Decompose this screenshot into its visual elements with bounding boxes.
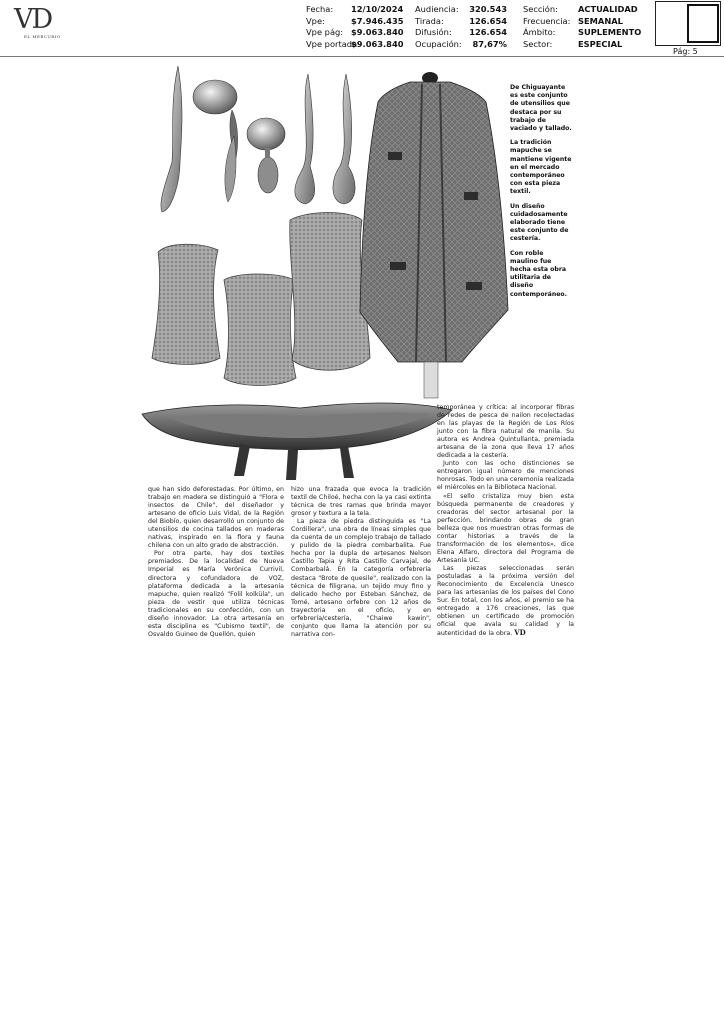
article-paragraph: Junto con las ocho distinciones se entregaron igual número de menciones honrosas. Todo en una ceremonia realizada el miércoles en la Biblioteca Nacional. [437,460,574,492]
end-mark: VD [514,628,526,638]
meta-value: 12/10/2024 [351,4,404,14]
meta-value: 126.654 [469,15,507,26]
meta-row [415,16,507,28]
article-column-1 [148,486,284,639]
meta-column-3 [523,4,648,50]
meta-value: 320.543 [469,4,507,14]
meta-label: Ámbito: [523,27,556,38]
roble-bowl-photo [140,400,455,482]
meta-row [306,16,403,28]
meta-value: SUPLEMENTO [578,27,642,38]
meta-label: Ocupación: [415,38,462,49]
page-number: Pág: 5 [673,47,698,56]
article-paragraph [437,565,574,638]
meta-row [523,27,648,39]
meta-label: Sector: [523,38,553,49]
meta-column-1 [306,4,403,50]
meta-label: Sección: [523,4,558,14]
article-column-2 [291,486,431,639]
mapuche-textile [360,72,508,398]
article-paragraph: hizo una frazada que evoca la tradición textil de Chiloé, hecha con la ya casi extinta técnica de tres ramas que brinda mayor grosor y textura a la tela. [291,486,431,518]
article-paragraph: temporánea y crítica: al incorporar fibras de redes de pesca de nailon recolectadas en las playas de la Región de Los Ríos junto con la fibra natural de manila. Su autora es Andrea Quintullanta, premiada artesana de la zona que lleva 17 años dedicada a la cestería. [437,404,574,460]
meta-row [415,39,507,51]
logo-vd: VD [14,4,52,35]
photo-captions [510,84,573,305]
caption-textile: La tradición mapuche se mantiene vigente en el mercado contemporáneo con esta pieza textil. [510,139,572,196]
meta-row [306,39,403,51]
meta-row [523,39,648,51]
meta-value: ACTUALIDAD [578,4,638,14]
article-final-text: Las piezas seleccionadas serán postuladas a la próxima versión del Reconocimiento de Excelencia Unesco para las artesanías de los países del Cono Sur. En total, con los años, el premio se ha entregado a 176 creaciones, las que obtienen un certificado de promoción oficial que avala su calidad y la autenticidad de la obra. [437,564,574,638]
meta-row [415,27,507,39]
meta-label: Tirada: [415,15,444,26]
meta-value: ESPECIAL [578,38,623,49]
meta-label: Frecuencia: [523,15,571,26]
meta-value: 126.654 [469,27,507,38]
meta-value: $7.946.435 [351,15,404,26]
caption-utensils: De Chiguayante es este conjunto de utensilios que destaca por su trabajo de vaciado y tallado. [510,84,572,133]
caption-roble-bowl: Con roble maulino fue hecha esta obra utilitaria de diseño contemporáneo. [510,249,568,298]
meta-row [306,27,403,39]
meta-label: Vpe: [306,15,325,26]
meta-row [306,4,403,16]
article-column-3 [437,404,574,638]
meta-value: SEMANAL [578,15,623,26]
meta-label: Fecha: [306,4,334,14]
article-paragraph: «El sello cristaliza muy bien esta búsqueda permanente de creadores y creadoras del sector artesanal por la perfección, brindando obras de gran belleza que nos muestran otras formas de contar historias a través de la transformación de los elementos», dice Elena Alfaro, directora del Programa de Artesanía UC. [437,492,574,564]
masthead-logo [14,6,74,39]
article-paragraph: La pieza de piedra distinguida es "La Cordillera", una obra de líneas simples que da cuenta de un complejo trabajo de tallado y pulido de la piedra combarbalita. Fue hecha por la dupla de artesanos Nelson Castillo Tapia y Rita Castillo Carvajal, de Combarbalá. En la categoría orfebrería destaca "Brote de quesile", realizado con la técnica de filigrana, un tejido muy fino y delicado hecho por Esteban Sánchez, de Tomé, artesano orfebre con 12 años de trayectoria en el oficio, y en orfebrería/cestería, "Chaiwe kawin", conjunto que llama la atención por su narrativa con- [291,518,431,638]
article-paragraph: que han sido deforestadas. Por último, en trabajo en madera se distinguió a "Flora e insectos de Chile", del diseñador y artesano de oficio Luis Vidal, de la Región del Biobío, quien desarrolló un conjunto de utensilios de cocina tallados en maderas nativas, inspirado en la flora y fauna chilena con un alto grado de abstracción. [148,486,284,550]
meta-row [523,16,648,28]
meta-value: $9.063.840 [351,38,404,49]
photo-collage [140,62,510,402]
meta-column-2 [415,4,507,50]
page-thumbnail-highlight [687,4,719,43]
caption-basketry: Un diseño cuidadosamente elaborado tiene este conjunto de cestería. [510,202,569,243]
meta-value: 87,67% [472,38,507,49]
meta-label: Audiencia: [415,4,459,14]
article-paragraph: Por otra parte, hay dos textiles premiados. De la localidad de Nueva Imperial es María Verónica Currivil, directora y cofundadora de VOZ, plataforma dedicada a la artesanía mapuche, quien realizó "Folil kolküla", un pieza de vestir que utiliza técnicas tradicionales en su confección, con un diseño innovador. La otra artesanía en esta disciplina es "Cubismo textil", de Osvaldo Guineo de Quellón, quien [148,550,284,638]
wooden-utensils [161,66,355,212]
page-thumbnail[interactable] [655,1,721,46]
basket-set [152,213,370,386]
meta-label: Vpe pág: [306,27,344,38]
header-divider [0,56,724,57]
meta-row [415,4,507,16]
logo-subtitle: EL MERCURIO [24,34,61,39]
meta-label: Difusión: [415,27,452,38]
meta-row [523,4,648,16]
meta-value: $9.063.840 [351,27,404,38]
meta-label: Vpe portada: [306,38,360,49]
